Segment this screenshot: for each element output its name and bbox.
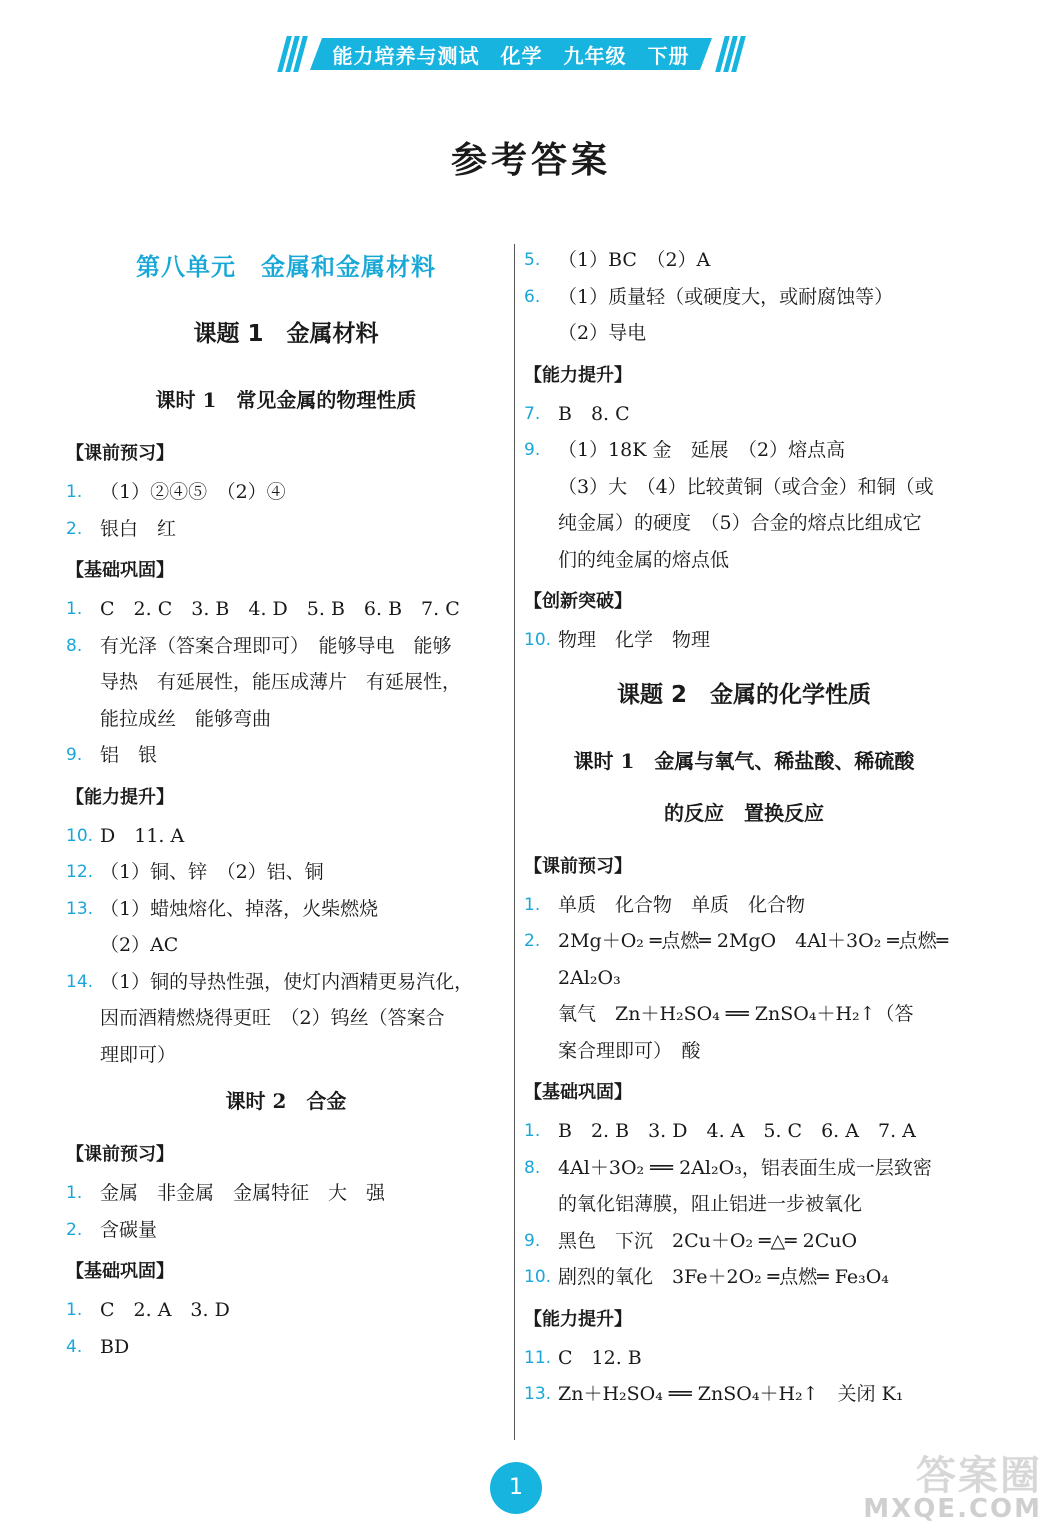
answer-line bbox=[524, 887, 964, 924]
section-heading: 【基础巩固】 bbox=[66, 1261, 174, 1282]
answer-text: Zn＋H₂SO₄ ══ ZnSO₄＋H₂↑ 关闭 K₁ bbox=[558, 1383, 904, 1405]
section-heading: 【课前预习】 bbox=[524, 855, 632, 877]
question-number: 2. bbox=[66, 1219, 83, 1240]
question-number bbox=[524, 542, 558, 579]
answer-text: BD bbox=[100, 1335, 130, 1358]
question-number: 1. bbox=[66, 599, 83, 619]
answer-text: C 2. A 3. D bbox=[100, 1299, 230, 1321]
question-number bbox=[66, 664, 100, 701]
answer-line bbox=[524, 1340, 964, 1377]
answer-line bbox=[66, 1292, 506, 1329]
answer-line bbox=[524, 396, 964, 433]
answer-line bbox=[524, 996, 964, 1033]
question-number: 2. bbox=[524, 931, 541, 951]
answer-line bbox=[66, 1175, 506, 1212]
answer-line bbox=[66, 854, 506, 891]
topic-heading: 课题 1 金属材料 bbox=[193, 321, 379, 347]
answer-line bbox=[524, 432, 964, 469]
answer-text: 4Al＋3O₂ ══ 2Al₂O₃，铝表面生成一层致密 bbox=[558, 1156, 932, 1179]
answer-text: 铝 银 bbox=[100, 744, 158, 766]
lesson-heading: 课时 1 常见金属的物理性质 bbox=[155, 388, 417, 412]
question-number: 1. bbox=[66, 482, 83, 502]
answer-text: （1）铜、锌 （2）铝、铜 bbox=[100, 861, 324, 883]
answer-line bbox=[524, 315, 964, 352]
answer-text: B 8. C bbox=[558, 402, 630, 425]
answer-text: 理即可） bbox=[100, 1043, 177, 1066]
answer-text: 剧烈的氧化 3Fe＋2O₂ ═点燃═ Fe₃O₄ bbox=[558, 1266, 889, 1288]
answer-text: （1）质量轻（或硬度大，或耐腐蚀等） bbox=[558, 285, 894, 308]
answer-text: （1）18K 金 延展 （2）熔点高 bbox=[558, 439, 846, 461]
question-number: 6. bbox=[524, 286, 541, 307]
left-column bbox=[66, 242, 506, 1365]
answer-line bbox=[66, 664, 506, 701]
question-number: 13. bbox=[66, 898, 94, 919]
question-number: 8. bbox=[524, 1157, 541, 1178]
answer-line bbox=[66, 591, 506, 628]
question-number: 4. bbox=[66, 1336, 83, 1357]
answer-line bbox=[66, 1212, 506, 1249]
page-number: 1 bbox=[490, 1462, 542, 1514]
section-heading: 【课前预习】 bbox=[66, 443, 174, 464]
watermark-url: MXQE.COM bbox=[863, 1494, 1042, 1524]
question-number bbox=[524, 315, 558, 352]
answer-text: 黑色 下沉 2Cu＋O₂ ═△═ 2CuO bbox=[558, 1229, 858, 1252]
watermark-logo bbox=[863, 1440, 1050, 1532]
question-number: 9. bbox=[524, 1230, 541, 1251]
answer-line bbox=[66, 818, 506, 855]
banner-title: 能力培养与测试 化学 九年级 下册 bbox=[332, 44, 690, 68]
answer-line bbox=[524, 1259, 964, 1296]
answer-line bbox=[524, 279, 964, 316]
question-number: 14. bbox=[66, 971, 94, 992]
answer-line bbox=[524, 469, 964, 506]
question-number bbox=[524, 469, 558, 506]
question-number: 9. bbox=[66, 745, 83, 765]
answer-line bbox=[66, 628, 506, 665]
right-column bbox=[524, 242, 964, 1413]
answer-line bbox=[66, 701, 506, 738]
answer-text: 氧气 Zn＋H₂SO₄ ══ ZnSO₄＋H₂↑（答 bbox=[558, 1003, 914, 1025]
answer-line bbox=[524, 505, 964, 542]
question-number: 10. bbox=[66, 825, 94, 846]
answer-line bbox=[66, 1000, 506, 1037]
question-number: 11. bbox=[524, 1347, 552, 1368]
answer-line bbox=[524, 1150, 964, 1187]
question-number bbox=[66, 701, 100, 738]
answer-text: 单质 化合物 单质 化合物 bbox=[558, 893, 806, 916]
question-number bbox=[66, 1000, 100, 1037]
answer-line bbox=[524, 242, 964, 279]
watermark-text: 答案圈 bbox=[916, 1453, 1042, 1499]
lesson-heading: 的反应 置换反应 bbox=[664, 800, 824, 825]
answer-text: 因而酒精燃烧得更旺 （2）钨丝（答案合 bbox=[100, 1007, 445, 1029]
question-number bbox=[66, 927, 100, 964]
answer-text: 能拉成丝 能够弯曲 bbox=[100, 707, 272, 730]
section-heading: 【能力提升】 bbox=[66, 786, 174, 808]
section-heading: 【能力提升】 bbox=[524, 1308, 632, 1330]
question-number: 2. bbox=[66, 518, 83, 539]
answer-text: 的氧化铝薄膜，阻止铝进一步被氧化 bbox=[558, 1193, 863, 1215]
answer-line bbox=[66, 927, 506, 964]
question-number: 13. bbox=[524, 1384, 552, 1404]
answer-text: 2Mg＋O₂ ═点燃═ 2MgO 4Al＋3O₂ ═点燃═ 2Al₂O₃ bbox=[558, 930, 955, 989]
question-number: 1. bbox=[524, 894, 541, 915]
answer-text: （1）②④⑤ （2）④ bbox=[100, 481, 286, 503]
answer-text: 纯金属）的硬度 （5）合金的熔点比组成它 bbox=[558, 512, 922, 534]
question-number bbox=[524, 1033, 558, 1070]
answer-text: 银白 红 bbox=[100, 517, 177, 540]
answer-text: 们的纯金属的熔点低 bbox=[558, 548, 730, 571]
answer-text: （3）大 （4）比较黄铜（或合金）和铜（或 bbox=[558, 475, 934, 498]
section-heading: 【课前预习】 bbox=[66, 1144, 174, 1165]
question-number bbox=[524, 505, 558, 542]
topic-heading: 课题 2 金属的化学性质 bbox=[616, 681, 871, 708]
section-heading: 【基础巩固】 bbox=[66, 560, 174, 581]
answer-text: C 12. B bbox=[558, 1346, 642, 1369]
question-number: 10. bbox=[524, 1267, 552, 1287]
section-heading: 【能力提升】 bbox=[524, 364, 632, 386]
answer-text: （1）BC （2）A bbox=[558, 249, 711, 271]
question-number bbox=[524, 996, 558, 1033]
answer-text: 物理 化学 物理 bbox=[558, 629, 711, 651]
question-number bbox=[524, 1186, 558, 1223]
answer-text: （1）蜡烛熔化、掉落，火柴燃烧 bbox=[100, 897, 379, 920]
answer-text: D 11. A bbox=[100, 824, 185, 847]
question-number: 1. bbox=[524, 1121, 541, 1141]
answer-line bbox=[66, 474, 506, 511]
question-number: 1. bbox=[66, 1183, 83, 1203]
answer-line bbox=[524, 1033, 964, 1070]
question-number: 8. bbox=[66, 635, 83, 656]
answer-line bbox=[66, 1037, 506, 1074]
answer-text: 含碳量 bbox=[100, 1218, 158, 1241]
question-number: 1. bbox=[66, 1300, 83, 1320]
question-number bbox=[66, 1037, 100, 1074]
answer-line bbox=[524, 923, 964, 996]
answer-text: B 2. B 3. D 4. A 5. C 6. A 7. A bbox=[558, 1120, 916, 1142]
answer-line bbox=[524, 1113, 964, 1150]
answer-line bbox=[66, 1329, 506, 1366]
answer-line bbox=[524, 1376, 964, 1413]
answer-line bbox=[66, 964, 506, 1001]
answer-text: 导热 有延展性，能压成薄片 有延展性， bbox=[100, 671, 462, 693]
header-banner bbox=[280, 36, 750, 72]
lesson-heading: 课时 2 合金 bbox=[225, 1089, 347, 1113]
answer-line bbox=[524, 1186, 964, 1223]
page-title: 参考答案 bbox=[450, 140, 611, 181]
answer-text: C 2. C 3. B 4. D 5. B 6. B 7. C bbox=[100, 598, 460, 620]
answer-text: 有光泽（答案合理即可） 能够导电 能够 bbox=[100, 634, 452, 657]
question-number: 9. bbox=[524, 440, 541, 460]
answer-line bbox=[66, 511, 506, 548]
section-heading: 【创新突破】 bbox=[524, 591, 632, 612]
answer-text: （1）铜的导热性强，使灯内酒精更易汽化， bbox=[100, 970, 474, 993]
answer-text: （2）导电 bbox=[558, 322, 647, 344]
answer-text: 案合理即可） 酸 bbox=[558, 1039, 701, 1062]
lesson-heading: 课时 1 金属与氧气、稀盐酸、稀硫酸 bbox=[573, 748, 915, 773]
answer-line bbox=[66, 891, 506, 928]
answer-text: 金属 非金属 金属特征 大 强 bbox=[100, 1182, 386, 1204]
unit-heading: 第八单元 金属和金属材料 bbox=[136, 253, 436, 281]
question-number: 10. bbox=[524, 630, 552, 650]
question-number: 7. bbox=[524, 403, 541, 424]
column-divider bbox=[514, 244, 515, 1440]
question-number: 5. bbox=[524, 250, 541, 270]
answer-line bbox=[524, 622, 964, 659]
question-number: 12. bbox=[66, 862, 94, 882]
answer-line bbox=[524, 1223, 964, 1260]
section-heading: 【基础巩固】 bbox=[524, 1082, 632, 1103]
answer-line bbox=[66, 737, 506, 774]
answer-line bbox=[524, 542, 964, 579]
answer-text: （2）AC bbox=[100, 934, 179, 956]
